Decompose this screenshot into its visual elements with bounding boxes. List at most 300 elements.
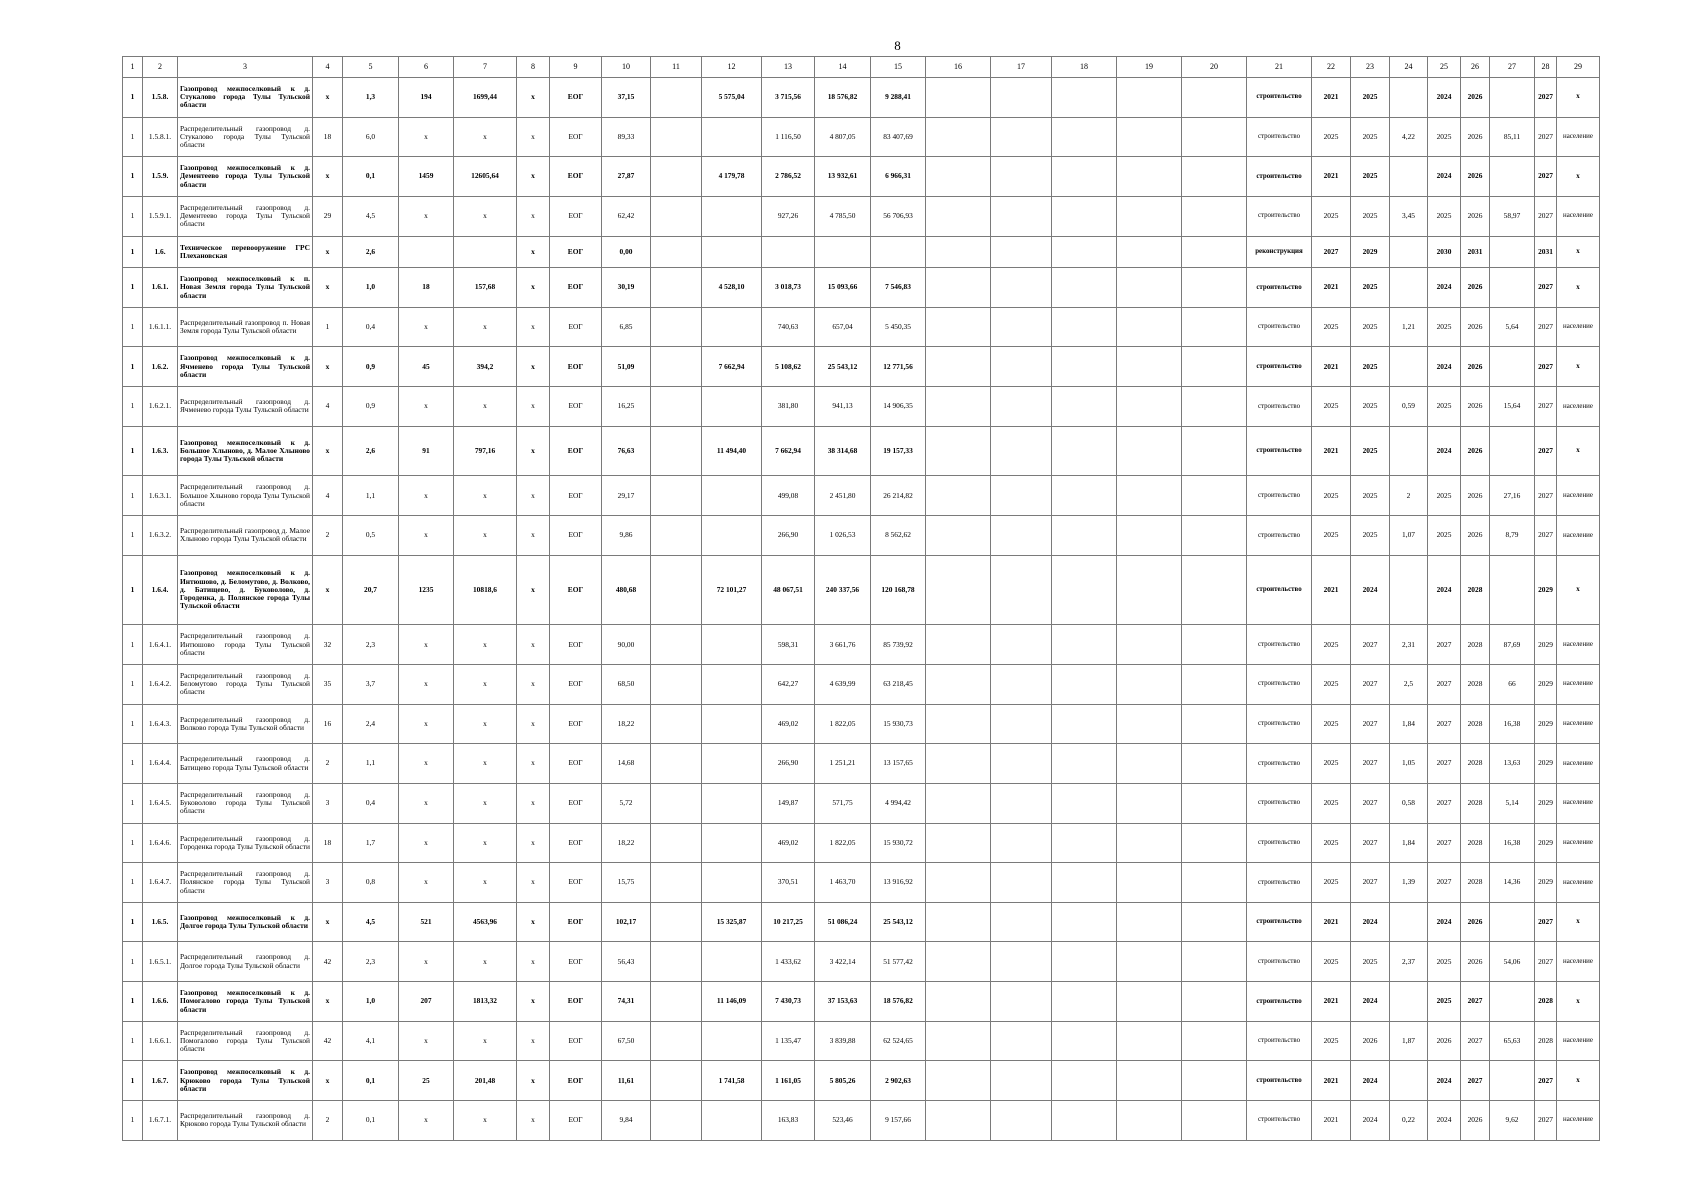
table-cell: 1.6.4.4.: [143, 744, 178, 784]
table-cell: 1: [123, 387, 143, 427]
column-header: 17: [991, 57, 1052, 78]
table-cell: 2028: [1461, 744, 1490, 784]
table-cell: строительство: [1247, 387, 1312, 427]
table-cell: 2025: [1312, 307, 1351, 347]
table-row: [123, 347, 1600, 387]
table-cell: 1 135,47: [762, 1021, 815, 1061]
table-cell: 523,46: [815, 1101, 871, 1141]
table-cell: [1052, 268, 1117, 308]
table-cell: [1490, 555, 1535, 625]
table-cell: [651, 902, 702, 942]
table-cell: 2025: [1312, 744, 1351, 784]
table-cell: [926, 78, 991, 118]
table-cell: 85 739,92: [871, 625, 926, 665]
table-cell: 42: [313, 1021, 343, 1061]
object-name-cell: Распределительный газопровод д. Интюшово города Тулы Тульской области: [178, 625, 313, 665]
table-cell: 1: [123, 268, 143, 308]
table-cell: [1117, 1021, 1182, 1061]
table-cell: 2026: [1461, 117, 1490, 157]
table-cell: 2025: [1351, 117, 1390, 157]
table-cell: 13 157,65: [871, 744, 926, 784]
column-header: 14: [815, 57, 871, 78]
table-cell: 598,31: [762, 625, 815, 665]
table-cell: население: [1557, 196, 1600, 236]
table-cell: x: [517, 307, 550, 347]
table-cell: 90,00: [602, 625, 651, 665]
table-cell: [1182, 78, 1247, 118]
table-cell: [926, 555, 991, 625]
table-cell: население: [1557, 783, 1600, 823]
table-cell: [702, 664, 762, 704]
table-cell: x: [399, 307, 454, 347]
table-cell: 18: [313, 117, 343, 157]
table-cell: 1: [123, 902, 143, 942]
table-cell: 0,1: [343, 1101, 399, 1141]
table-cell: 2028: [1535, 1021, 1557, 1061]
table-cell: 1 433,62: [762, 942, 815, 982]
table-cell: x: [454, 516, 517, 556]
table-cell: [1490, 157, 1535, 197]
table-cell: [1052, 783, 1117, 823]
table-cell: 58,97: [1490, 196, 1535, 236]
table-cell: 2021: [1312, 426, 1351, 476]
table-cell: 3: [313, 863, 343, 903]
object-name-cell: Распределительный газопровод д. Полянское города Тулы Тульской области: [178, 863, 313, 903]
table-cell: 1: [123, 236, 143, 268]
object-name-cell: Распределительный газопровод д. Батищево города Тулы Тульской области: [178, 744, 313, 784]
table-cell: 15,64: [1490, 387, 1535, 427]
table-row: [123, 902, 1600, 942]
table-cell: x: [517, 902, 550, 942]
table-cell: [926, 1101, 991, 1141]
table-cell: 2027: [1428, 704, 1461, 744]
table-cell: 2027: [1535, 117, 1557, 157]
table-cell: 1: [123, 307, 143, 347]
table-cell: x: [517, 942, 550, 982]
table-cell: 74,31: [602, 982, 651, 1022]
table-cell: 29,17: [602, 476, 651, 516]
table-cell: 0,00: [602, 236, 651, 268]
column-header: 24: [1390, 57, 1428, 78]
table-cell: x: [517, 268, 550, 308]
table-cell: 25: [399, 1061, 454, 1101]
table-cell: 2025: [1312, 387, 1351, 427]
table-cell: ЕОГ: [550, 555, 602, 625]
table-cell: [991, 117, 1052, 157]
table-cell: 3,7: [343, 664, 399, 704]
table-cell: 1.6.2.: [143, 347, 178, 387]
table-cell: [1182, 268, 1247, 308]
table-row: [123, 476, 1600, 516]
table-cell: [1182, 1061, 1247, 1101]
table-cell: [926, 744, 991, 784]
table-cell: [1052, 1061, 1117, 1101]
table-cell: [1117, 387, 1182, 427]
table-cell: 2025: [1312, 863, 1351, 903]
table-cell: 56,43: [602, 942, 651, 982]
table-row: [123, 704, 1600, 744]
table-cell: 42: [313, 942, 343, 982]
table-row: [123, 196, 1600, 236]
table-cell: 2026: [1461, 902, 1490, 942]
table-cell: 1: [123, 347, 143, 387]
table-cell: 1: [123, 117, 143, 157]
table-cell: 2025: [1312, 117, 1351, 157]
table-cell: 4 179,78: [702, 157, 762, 197]
table-row: [123, 516, 1600, 556]
table-cell: 2024: [1351, 982, 1390, 1022]
column-number-row: [123, 57, 1600, 78]
table-cell: [1182, 387, 1247, 427]
table-cell: x: [517, 117, 550, 157]
table-cell: x: [313, 347, 343, 387]
table-cell: ЕОГ: [550, 476, 602, 516]
table-cell: 85,11: [1490, 117, 1535, 157]
table-cell: [1117, 117, 1182, 157]
table-cell: 2025: [1428, 117, 1461, 157]
table-cell: 51 577,42: [871, 942, 926, 982]
table-cell: 2021: [1312, 1061, 1351, 1101]
table-cell: x: [399, 1021, 454, 1061]
table-cell: 6,85: [602, 307, 651, 347]
table-row: [123, 942, 1600, 982]
table-cell: 2,3: [343, 942, 399, 982]
table-row: [123, 236, 1600, 268]
table-cell: 7 662,94: [702, 347, 762, 387]
table-cell: x: [399, 196, 454, 236]
table-cell: [702, 942, 762, 982]
table-cell: ЕОГ: [550, 902, 602, 942]
table-cell: [1390, 236, 1428, 268]
table-cell: 12 771,56: [871, 347, 926, 387]
table-cell: [1052, 157, 1117, 197]
table-cell: 1,0: [343, 982, 399, 1022]
table-cell: 2028: [1461, 783, 1490, 823]
table-cell: 1.6.3.2.: [143, 516, 178, 556]
table-cell: 9,86: [602, 516, 651, 556]
table-cell: [702, 117, 762, 157]
table-cell: 2: [313, 516, 343, 556]
table-cell: 25 543,12: [871, 902, 926, 942]
table-row: [123, 664, 1600, 704]
table-cell: [651, 268, 702, 308]
table-cell: x: [517, 704, 550, 744]
table-cell: [926, 236, 991, 268]
table-cell: строительство: [1247, 942, 1312, 982]
table-cell: x: [399, 476, 454, 516]
table-cell: [926, 347, 991, 387]
table-cell: [651, 1061, 702, 1101]
table-cell: 2025: [1312, 196, 1351, 236]
table-cell: [926, 157, 991, 197]
table-cell: 1: [123, 555, 143, 625]
table-cell: [1182, 863, 1247, 903]
table-cell: строительство: [1247, 196, 1312, 236]
table-cell: 1: [123, 704, 143, 744]
table-cell: [991, 982, 1052, 1022]
table-cell: [762, 236, 815, 268]
table-cell: [1182, 307, 1247, 347]
table-cell: 26 214,82: [871, 476, 926, 516]
table-cell: 2024: [1428, 347, 1461, 387]
table-cell: 163,83: [762, 1101, 815, 1141]
table-cell: 0,9: [343, 387, 399, 427]
table-cell: 1 026,53: [815, 516, 871, 556]
table-cell: 2026: [1461, 942, 1490, 982]
table-cell: [991, 268, 1052, 308]
table-cell: x: [454, 1101, 517, 1141]
table-cell: 2027: [1461, 982, 1490, 1022]
object-name-cell: Распределительный газопровод д. Ячменево города Тулы Тульской области: [178, 387, 313, 427]
table-cell: 1,39: [1390, 863, 1428, 903]
table-cell: 2024: [1351, 902, 1390, 942]
table-cell: 266,90: [762, 516, 815, 556]
table-cell: 25 543,12: [815, 347, 871, 387]
table-cell: [991, 823, 1052, 863]
table-cell: 2027: [1351, 863, 1390, 903]
table-cell: 266,90: [762, 744, 815, 784]
table-cell: строительство: [1247, 157, 1312, 197]
table-cell: 29: [313, 196, 343, 236]
table-cell: [651, 426, 702, 476]
table-cell: 11 146,09: [702, 982, 762, 1022]
table-cell: население: [1557, 117, 1600, 157]
table-cell: 0,58: [1390, 783, 1428, 823]
table-cell: 2025: [1312, 664, 1351, 704]
table-cell: [1117, 744, 1182, 784]
table-cell: [1390, 157, 1428, 197]
table-cell: 2025: [1428, 476, 1461, 516]
column-header: 23: [1351, 57, 1390, 78]
table-cell: [1182, 902, 1247, 942]
table-cell: ЕОГ: [550, 307, 602, 347]
table-cell: 0,9: [343, 347, 399, 387]
table-cell: 0,1: [343, 157, 399, 197]
table-cell: 3: [313, 783, 343, 823]
table-cell: 1.6.4.5.: [143, 783, 178, 823]
column-header: 28: [1535, 57, 1557, 78]
table-cell: [926, 196, 991, 236]
table-cell: 66: [1490, 664, 1535, 704]
table-cell: 2,37: [1390, 942, 1428, 982]
table-cell: x: [313, 1061, 343, 1101]
table-cell: [651, 476, 702, 516]
table-cell: ЕОГ: [550, 268, 602, 308]
table-cell: 1: [123, 78, 143, 118]
table-cell: строительство: [1247, 823, 1312, 863]
table-cell: 8 562,62: [871, 516, 926, 556]
table-cell: 16,38: [1490, 704, 1535, 744]
table-cell: 62,42: [602, 196, 651, 236]
table-cell: x: [399, 664, 454, 704]
table-cell: [1490, 902, 1535, 942]
table-cell: 4,5: [343, 196, 399, 236]
table-cell: 62 524,65: [871, 1021, 926, 1061]
table-cell: 2027: [1535, 1101, 1557, 1141]
table-cell: 2027: [1535, 307, 1557, 347]
table-cell: строительство: [1247, 625, 1312, 665]
table-cell: x: [454, 744, 517, 784]
table-cell: строительство: [1247, 863, 1312, 903]
table-cell: 18,22: [602, 823, 651, 863]
table-cell: [1117, 1101, 1182, 1141]
object-name-cell: Газопровод межпоселковый к п. Новая Земля города Тулы Тульской области: [178, 268, 313, 308]
table-cell: [1490, 982, 1535, 1022]
table-cell: 120 168,78: [871, 555, 926, 625]
table-cell: ЕОГ: [550, 1061, 602, 1101]
table-cell: 1: [123, 196, 143, 236]
table-cell: [926, 783, 991, 823]
table-cell: [702, 516, 762, 556]
table-cell: 2027: [1461, 1061, 1490, 1101]
object-name-cell: Распределительный газопровод д. Городенка города Тулы Тульской области: [178, 823, 313, 863]
table-cell: 1.6.4.6.: [143, 823, 178, 863]
table-cell: строительство: [1247, 704, 1312, 744]
table-cell: [1182, 1101, 1247, 1141]
table-cell: 1.5.8.: [143, 78, 178, 118]
table-cell: 4,5: [343, 902, 399, 942]
table-cell: [1117, 307, 1182, 347]
column-header: 1: [123, 57, 143, 78]
table-cell: 2029: [1351, 236, 1390, 268]
table-cell: 2024: [1428, 157, 1461, 197]
column-header: 8: [517, 57, 550, 78]
table-cell: 54,06: [1490, 942, 1535, 982]
table-cell: [702, 823, 762, 863]
table-cell: 2027: [1535, 268, 1557, 308]
table-cell: 2029: [1535, 783, 1557, 823]
table-cell: 2025: [1351, 196, 1390, 236]
table-cell: 38 314,68: [815, 426, 871, 476]
table-cell: x: [517, 387, 550, 427]
column-header: 20: [1182, 57, 1247, 78]
table-cell: 2026: [1461, 78, 1490, 118]
table-cell: 3 422,14: [815, 942, 871, 982]
table-cell: [1117, 982, 1182, 1022]
column-header: 19: [1117, 57, 1182, 78]
object-name-cell: Техническое перевооружение ГРС Плехановская: [178, 236, 313, 268]
table-cell: x: [454, 387, 517, 427]
table-cell: x: [454, 625, 517, 665]
table-cell: x: [517, 744, 550, 784]
table-cell: 2026: [1461, 387, 1490, 427]
table-cell: строительство: [1247, 117, 1312, 157]
table-cell: [702, 307, 762, 347]
table-cell: 2026: [1461, 516, 1490, 556]
table-cell: [926, 704, 991, 744]
table-cell: 2021: [1312, 982, 1351, 1022]
table-cell: 1.6.6.: [143, 982, 178, 1022]
table-cell: 18 576,82: [871, 982, 926, 1022]
table-cell: 2026: [1461, 196, 1490, 236]
table-cell: 2027: [1351, 704, 1390, 744]
table-cell: [991, 863, 1052, 903]
table-cell: [926, 1061, 991, 1101]
table-cell: 1.6.4.7.: [143, 863, 178, 903]
table-cell: 1 161,05: [762, 1061, 815, 1101]
table-cell: 6,0: [343, 117, 399, 157]
table-cell: 1.6.3.1.: [143, 476, 178, 516]
table-cell: [1390, 1061, 1428, 1101]
table-cell: [926, 664, 991, 704]
table-cell: 1 251,21: [815, 744, 871, 784]
table-cell: 2025: [1351, 387, 1390, 427]
table-cell: население: [1557, 704, 1600, 744]
table-cell: 13 932,61: [815, 157, 871, 197]
table-cell: население: [1557, 1021, 1600, 1061]
object-name-cell: Газопровод межпоселковый к д. Помогалово города Тулы Тульской области: [178, 982, 313, 1022]
table-cell: 1.6.6.1.: [143, 1021, 178, 1061]
object-name-cell: Распределительный газопровод п. Новая Земля города Тулы Тульской области: [178, 307, 313, 347]
table-cell: [1117, 783, 1182, 823]
table-cell: 45: [399, 347, 454, 387]
table-cell: население: [1557, 625, 1600, 665]
table-cell: 11,61: [602, 1061, 651, 1101]
table-row: [123, 78, 1600, 118]
table-cell: 2025: [1312, 704, 1351, 744]
table-cell: [1117, 347, 1182, 387]
table-cell: [1182, 196, 1247, 236]
table-cell: 2027: [1535, 902, 1557, 942]
object-name-cell: Распределительный газопровод д. Стукалово города Тулы Тульской области: [178, 117, 313, 157]
table-cell: [651, 347, 702, 387]
table-cell: 394,2: [454, 347, 517, 387]
table-cell: x: [1557, 347, 1600, 387]
table-cell: 5 805,26: [815, 1061, 871, 1101]
investment-program-sheet: [122, 56, 1600, 1141]
table-cell: 15 093,66: [815, 268, 871, 308]
table-cell: x: [399, 1101, 454, 1141]
table-cell: 4563,96: [454, 902, 517, 942]
table-cell: 1: [123, 1021, 143, 1061]
table-cell: [1052, 476, 1117, 516]
table-cell: строительство: [1247, 476, 1312, 516]
table-cell: ЕОГ: [550, 117, 602, 157]
table-cell: x: [454, 476, 517, 516]
table-cell: 2027: [1351, 625, 1390, 665]
table-cell: 2025: [1351, 516, 1390, 556]
table-cell: [1052, 982, 1117, 1022]
table-cell: x: [454, 196, 517, 236]
table-cell: население: [1557, 664, 1600, 704]
table-cell: 2028: [1461, 823, 1490, 863]
table-cell: 2029: [1535, 863, 1557, 903]
table-cell: [926, 863, 991, 903]
table-cell: 1 822,05: [815, 704, 871, 744]
table-cell: [926, 902, 991, 942]
table-cell: 1 822,05: [815, 823, 871, 863]
table-cell: 2031: [1535, 236, 1557, 268]
table-cell: 2025: [1312, 823, 1351, 863]
table-cell: 4 528,10: [702, 268, 762, 308]
table-cell: 469,02: [762, 823, 815, 863]
table-cell: 657,04: [815, 307, 871, 347]
table-cell: строительство: [1247, 1021, 1312, 1061]
page-number: 8: [894, 38, 901, 53]
table-cell: 0,1: [343, 1061, 399, 1101]
table-cell: 2027: [1535, 347, 1557, 387]
column-header: 4: [313, 57, 343, 78]
table-cell: 1: [123, 863, 143, 903]
table-cell: 8,79: [1490, 516, 1535, 556]
table-cell: [1052, 426, 1117, 476]
table-cell: [991, 555, 1052, 625]
table-cell: 76,63: [602, 426, 651, 476]
table-cell: [1390, 347, 1428, 387]
table-cell: 1: [123, 823, 143, 863]
table-cell: 2025: [1351, 307, 1390, 347]
table-cell: 2025: [1428, 196, 1461, 236]
